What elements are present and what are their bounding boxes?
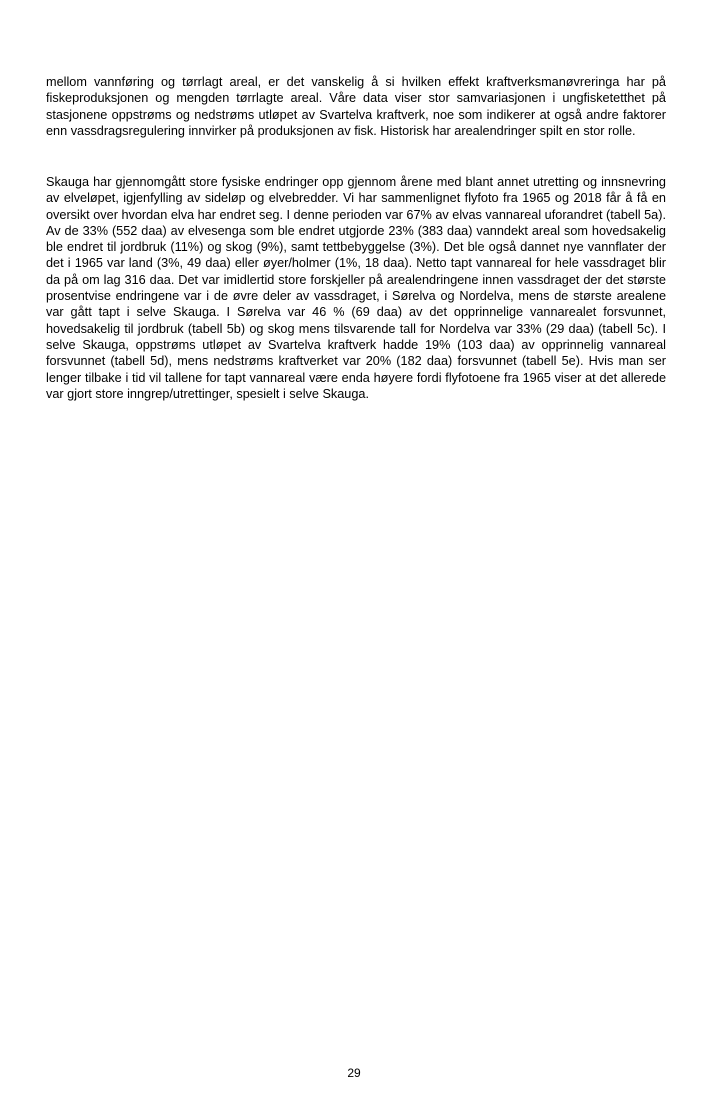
page-number: 29 [347, 1066, 361, 1080]
body-paragraph: mellom vannføring og tørrlagt areal, er det vanskelig å si hvilken effekt kraftverksmanøvreringa har på fiskeproduksjonen og mengden tørrlagte areal. Våre data viser stor samvariasjonen i ungfisketetthet på stasjonene oppstrøms og nedstrøms utløpet av Svartelva kraftverk, noe som indikerer at også andre faktorer enn vassdragsregulering innvirker på produksjonen av fisk. Historisk har arealendringer spilt en stor rolle. [46, 75, 666, 138]
body-paragraph: Skauga har gjennomgått store fysiske endringer opp gjennom årene med blant annet utretting og innsnevring av elveløpet, igjenfylling av sideløp og elvebredder. Vi har sammenlignet flyfoto fra 1965 og 2018 får å få en oversikt over hvordan elva har endret seg. I denne perioden var 67% av elvas vannareal uforandret (tabell 5a). Av de 33% (552 daa) av elvesenga som ble endret utgjorde 23% (383 daa) vanndekt areal som hovedsakelig ble endret til jordbruk (11%) og skog (9%), samt tettbebyggelse (3%). Det ble også dannet nye vannflater der det i 1965 var land (3%, 49 daa) eller øyer/holmer (1%, 18 daa). Netto tapt vannareal for hele vassdraget blir da på om lag 316 daa. Det var imidlertid store forskjeller på arealendringene innen vassdraget der det største prosentvise endringene var i de øvre deler av vassdraget, i Sørelva og Nordelva, mens de største arealene var gått tapt i selve Skauga. I Sørelva var 46 % (69 daa) av det opprinnelige vannarealet forsvunnet, hovedsakelig til jordbruk (tabell 5b) og skog mens tilsvarende tall for Nordelva var 33% (29 daa) (tabell 5c). I selve Skauga, oppstrøms utløpet av Svartelva kraftverk hadde 19% (103 daa) av opprinnelig vannareal forsvunnet (tabell 5d), mens nedstrøms kraftverket var 20% (182 daa) forsvunnet (tabell 5e). Hvis man ser lenger tilbake i tid vil tallene for tapt vannareal være enda høyere fordi flyfotoene fra 1965 viser at det allerede var gjort store inngrep/utrettinger, spesielt i selve Skauga. [46, 175, 666, 401]
